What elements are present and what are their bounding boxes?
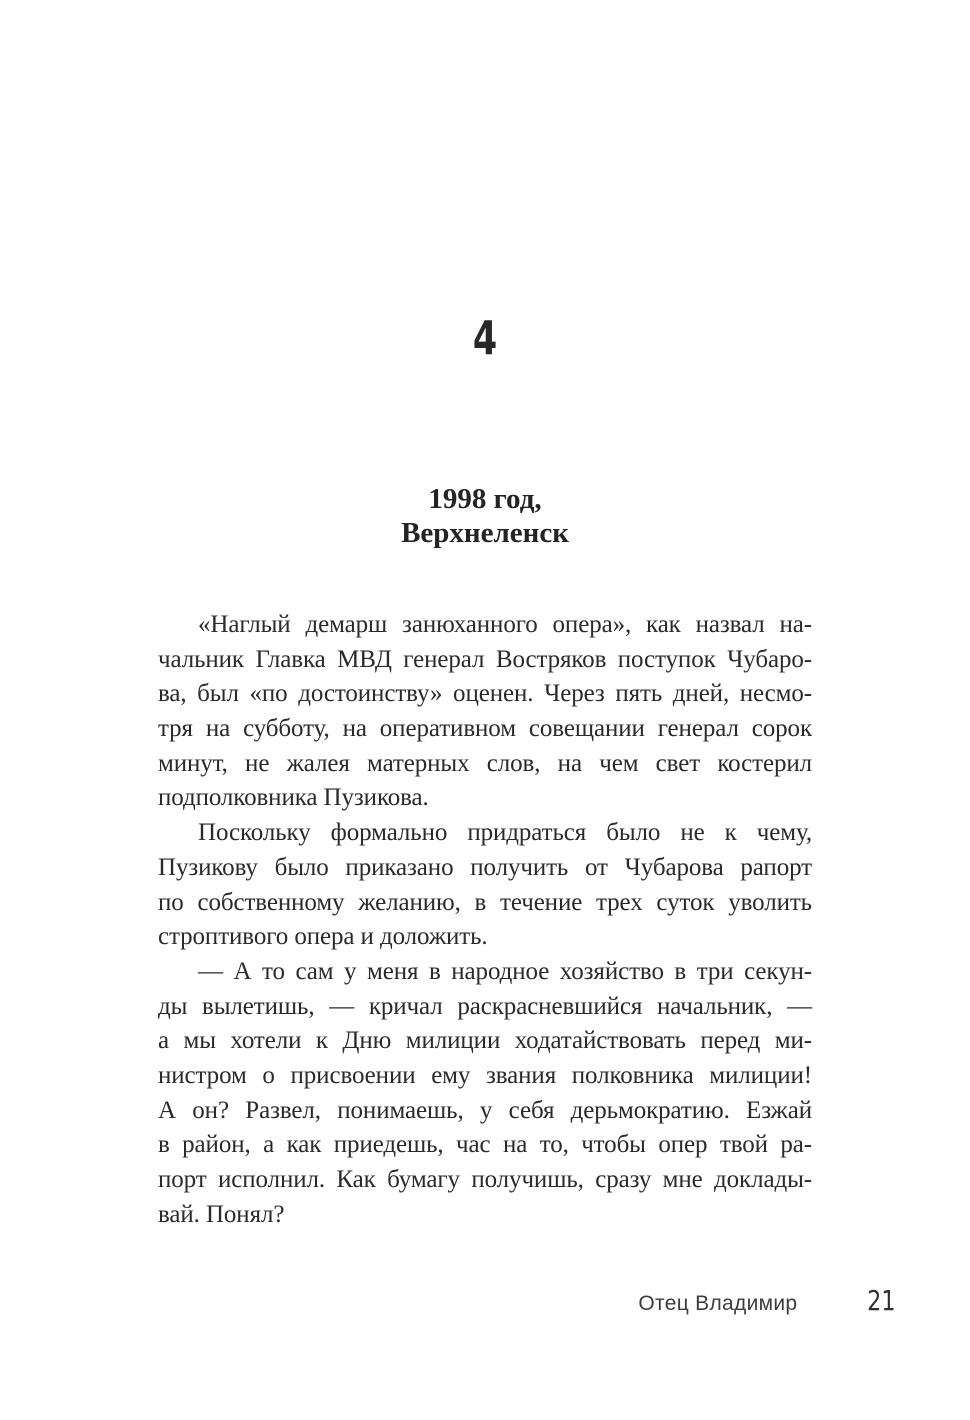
body-line: вай. Понял? xyxy=(158,1200,285,1228)
body-line: минут, не жалея матерных слов, на чем свет костерил xyxy=(158,749,812,777)
body-line: строптивого опера и доложить. xyxy=(158,923,488,951)
page-footer xyxy=(0,1284,896,1317)
body-line: — А то сам у меня в народное хозяйство в три секун- xyxy=(198,957,812,985)
body-line: Пузикову было приказано получить от Чубарова рапорт xyxy=(158,853,812,881)
section-heading xyxy=(158,482,812,550)
body-line: порт исполнил. Как бумагу получишь, сразу мне доклады- xyxy=(158,1166,812,1193)
body-line: ва, был «по достоинству» оценен. Через пять дней, несмо- xyxy=(158,680,812,708)
body-line: А он? Развел, понимаешь, у себя дерьмократию. Езжай xyxy=(158,1096,812,1124)
body-line: по собственному желанию, в течение трех суток уволить xyxy=(158,888,812,916)
chapter-number-text: 4 xyxy=(472,311,498,365)
body-line: Поскольку формально придраться было не к чему, xyxy=(198,819,812,847)
section-heading-line2: Верхнеленск xyxy=(401,517,569,549)
body-line: подполковника Пузикова. xyxy=(158,784,429,812)
body-text xyxy=(158,608,812,1232)
running-title: Отец Владимир xyxy=(638,1292,798,1315)
body-line: а мы хотели к Дню милиции ходатайствовать перед ми- xyxy=(158,1027,812,1055)
body-line: чальник Главка МВД генерал Востряков поступок Чубаро- xyxy=(158,645,812,673)
page-number-text: 21 xyxy=(867,1284,896,1317)
body-line: нистром о присвоении ему звания полковника милиции! xyxy=(158,1061,812,1089)
body-line: «Наглый демарш занюханного опера», как назвал на- xyxy=(198,611,812,638)
body-line: в район, а как приедешь, час на то, чтобы опер твой ра- xyxy=(158,1131,812,1159)
chapter-number xyxy=(158,313,812,363)
body-line: ды вылетишь, — кричал раскрасневшийся начальник, — xyxy=(158,992,812,1020)
section-heading-line1: 1998 год, xyxy=(428,483,542,515)
body-line: тря на субботу, на оперативном совещании генерал сорок xyxy=(158,715,812,743)
page-number xyxy=(860,1284,896,1317)
